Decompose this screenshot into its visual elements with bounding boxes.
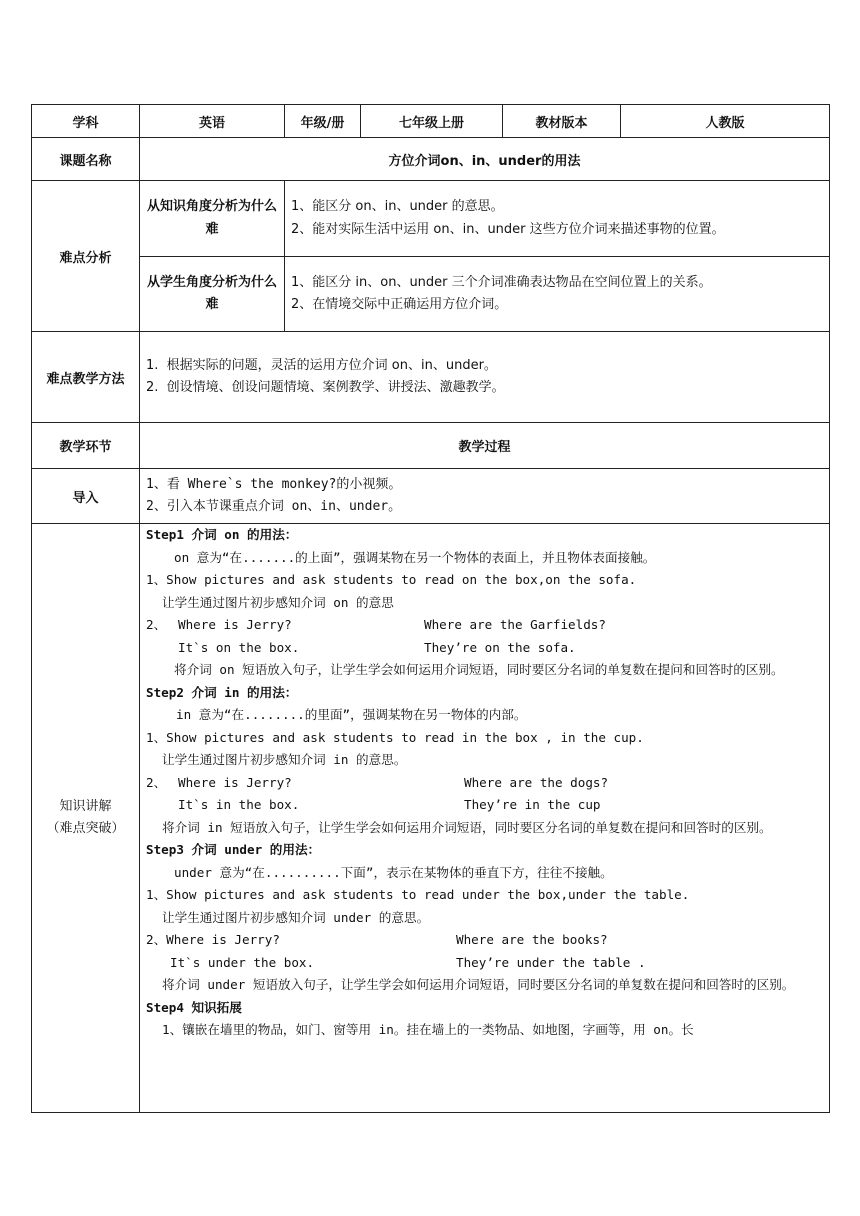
step2-a2: They’re in the cup	[464, 797, 601, 812]
step2-questions	[146, 772, 823, 795]
knowledge-stage-line1: 知识讲解	[59, 798, 112, 814]
step2-show: 1、Show pictures and ask students to read in the box , in the cup.	[146, 729, 644, 745]
step1-answers	[146, 637, 823, 660]
knowledge-angle-label: 从知识角度分析为什么难	[140, 181, 285, 257]
grade-label: 年级/册	[285, 105, 361, 138]
step2-answers	[146, 794, 823, 817]
intro-row	[32, 469, 830, 524]
step3-questions	[146, 929, 823, 952]
step3-q1: 2、Where is Jerry?	[146, 932, 280, 947]
step1-q-num: 2、	[146, 617, 167, 632]
knowledge-line: 1、能区分 on、in、under 的意思。	[291, 199, 504, 214]
step2-perceive: 让学生通过图片初步感知介词 in 的意思。	[162, 752, 407, 767]
topic-label: 课题名称	[32, 138, 140, 181]
step2-title: Step2 介词 in 的用法：	[146, 684, 298, 700]
step2-a1: It`s in the box.	[178, 797, 300, 812]
step3-perceive: 让学生通过图片初步感知介词 under 的意思。	[162, 909, 430, 925]
student-line: 1、能区分 in、on、under 三个介词准确表达物品在空间位置上的关系。	[291, 274, 712, 290]
topic-row	[32, 138, 830, 181]
step2-q2: Where are the dogs?	[464, 774, 609, 790]
intro-label: 导入	[32, 469, 140, 524]
knowledge-row	[32, 524, 830, 1113]
step1-questions	[146, 614, 823, 637]
knowledge-line: 2、能对实际生活中运用 on、in、under 这些方位介词来描述事物的位置。	[291, 221, 725, 237]
difficulty-knowledge-row	[32, 181, 830, 257]
step3-meaning: under 意为“在..........下面”，表示在某物体的垂直下方，往往不接触。	[174, 864, 613, 880]
intro-line: 2、引入本节课重点介词 on、in、under。	[146, 499, 402, 514]
method-row	[32, 332, 830, 423]
step4-line1: 1、镶嵌在墙里的物品，如门、窗等用 in。挂在墙上的一类物品、如地图，字画等，用 on。长	[162, 1022, 694, 1037]
difficulty-label: 难点分析	[32, 181, 140, 332]
step2-q1: Where is Jerry?	[178, 774, 292, 790]
step3-a2: They’re under the table .	[456, 954, 646, 970]
lesson-plan-table	[31, 104, 830, 1113]
process-label: 教学过程	[140, 423, 830, 469]
step3-title: Step3 介词 under 的用法：	[146, 842, 321, 857]
header-row	[32, 105, 830, 138]
step2-note: 将介词 in 短语放入句子，让学生学会如何运用介词短语，同时要区分名词的单复数在提问和回答时的区别。	[162, 819, 772, 835]
step1-meaning: on 意为“在.......的上面”，强调某物在另一个物体的表面上，并且物体表面接触。	[174, 549, 656, 565]
method-line: 1. 根据实际的问题，灵活的运用方位介词 on、in、under。	[146, 357, 497, 373]
step1-q2: Where are the Garfields?	[424, 617, 606, 632]
step1-a2: They’re on the sofa.	[424, 639, 576, 655]
edition-value: 人教版	[621, 105, 830, 138]
difficulty-student-row	[32, 257, 830, 332]
step1-a1: It`s on the box.	[178, 639, 300, 655]
method-line: 2. 创设情境、创设问题情境、案例教学、讲授法、激趣教学。	[146, 380, 505, 395]
step1-show: 1、Show pictures and ask students to read on the box,on the sofa.	[146, 572, 637, 587]
step3-a1: It`s under the box.	[170, 954, 315, 970]
step1-title: Step1 介词 on 的用法：	[146, 527, 298, 542]
step3-note: 将介词 under 短语放入句子，让学生学会如何运用介词短语，同时要区分名词的单复数在提问和回答时的区别。	[162, 977, 795, 992]
grade-value: 七年级上册	[361, 105, 503, 138]
knowledge-angle-content	[285, 181, 830, 257]
method-content	[140, 332, 830, 423]
step3-show: 1、Show pictures and ask students to read under the box,under the table.	[146, 887, 690, 902]
step1-q1: Where is Jerry?	[178, 617, 292, 632]
student-line: 2、在情境交际中正确运用方位介词。	[291, 297, 508, 312]
step3-q2: Where are the books?	[456, 932, 608, 947]
stage-label: 教学环节	[32, 423, 140, 469]
student-angle-content	[285, 257, 830, 332]
intro-line: 1、看 Where`s the monkey?的小视频。	[146, 476, 402, 492]
subject-value: 英语	[140, 105, 285, 138]
process-header-row	[32, 423, 830, 469]
knowledge-content	[140, 524, 830, 1113]
step2-meaning: in 意为“在........的里面”，强调某物在另一物体的内部。	[176, 707, 527, 722]
topic-value: 方位介词on、in、under的用法	[140, 138, 830, 181]
step4-title: Step4 知识拓展	[146, 999, 242, 1015]
step1-perceive: 让学生通过图片初步感知介词 on 的意思	[162, 594, 394, 610]
knowledge-stage-label	[32, 524, 140, 1113]
subject-label: 学科	[32, 105, 140, 138]
step2-q-num: 2、	[146, 774, 167, 790]
step3-answers	[146, 952, 823, 975]
intro-content	[140, 469, 830, 524]
method-label: 难点教学方法	[32, 332, 140, 423]
step1-note: 将介词 on 短语放入句子，让学生学会如何运用介词短语，同时要区分名词的单复数在提问和回答时的区别。	[174, 662, 784, 677]
knowledge-stage-line2: （难点突破）	[46, 821, 125, 836]
edition-label: 教材版本	[503, 105, 621, 138]
student-angle-label: 从学生角度分析为什么难	[140, 257, 285, 332]
